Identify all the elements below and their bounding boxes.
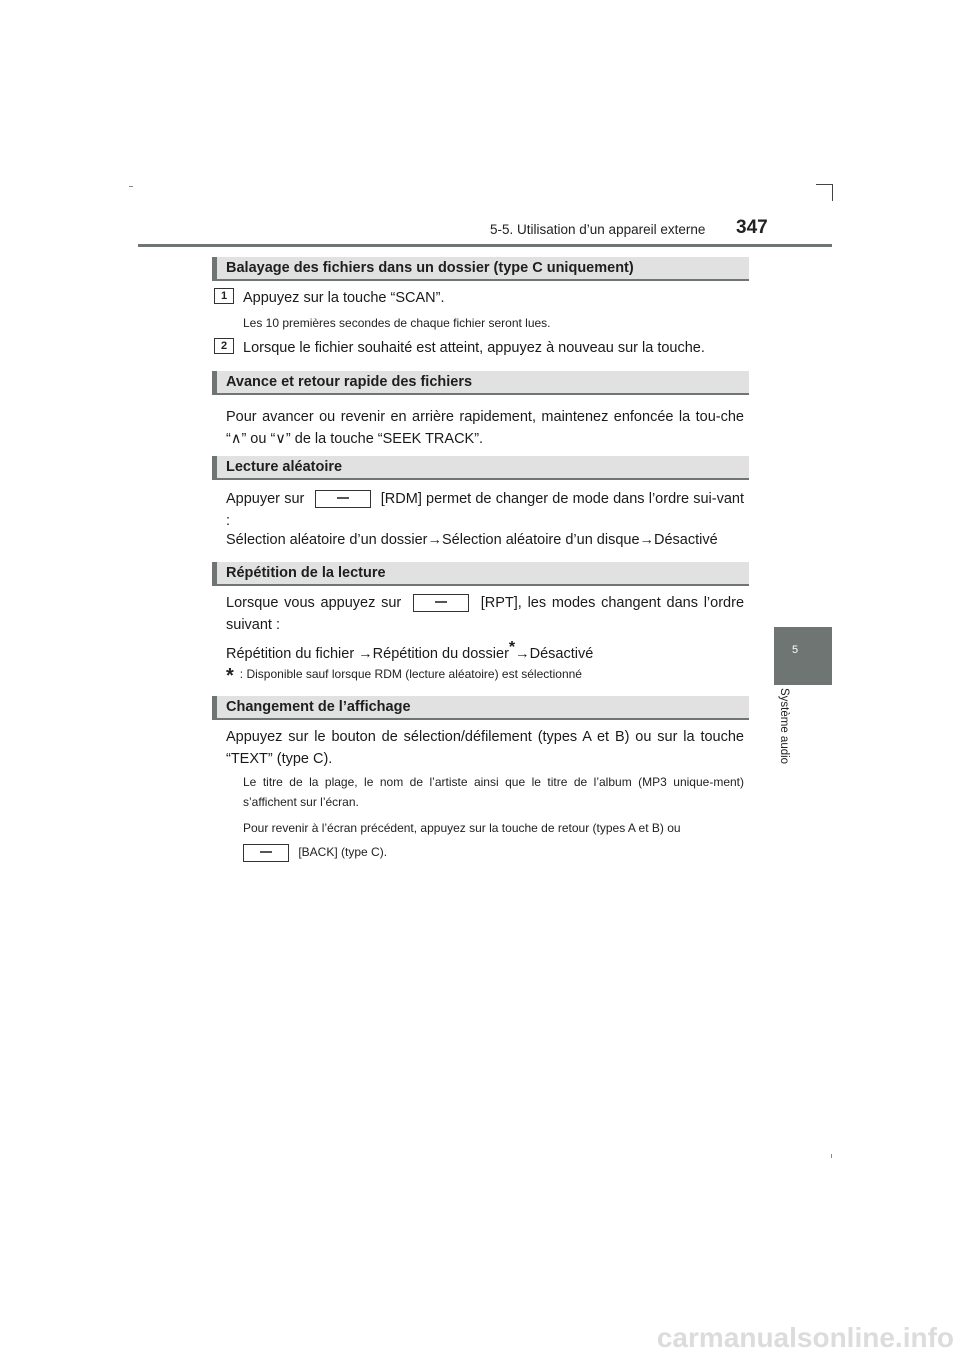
footnote-star: * <box>226 665 234 687</box>
rpt-button-icon <box>413 594 469 612</box>
section-heading-scan <box>212 257 749 281</box>
section-heading-fast <box>212 371 749 395</box>
section-heading-repeat <box>212 562 749 586</box>
chapter-tab <box>774 627 832 685</box>
chapter-label <box>770 688 800 778</box>
step-number-1: 1 <box>214 288 234 304</box>
crop-mark-top-left <box>129 186 133 187</box>
crop-mark-corner <box>816 184 833 201</box>
section-title: Avance et retour rapide des fichiers <box>226 374 473 390</box>
crop-mark-bottom-right <box>831 1154 832 1158</box>
random-text-a: Appuyer sur <box>226 491 305 507</box>
page-number: 347 <box>736 217 768 238</box>
section-title: Répétition de la lecture <box>226 565 386 581</box>
footnote-text: : Disponible sauf lorsque RDM (lecture aléatoire) est sélectionné <box>239 667 582 681</box>
rdm-button-icon <box>315 490 371 508</box>
display-note-1: Le titre de la plage, le nom de l’artiste ainsi que le titre de l’album (MP3 unique-ment) s’affichent sur l’écran. <box>243 775 744 809</box>
section-heading-random <box>212 456 749 480</box>
random-text-b: [RDM] permet de changer de mode dans l’ordre sui-vant : <box>226 491 744 529</box>
repeat-text-a: Lorsque vous appuyez sur <box>226 595 402 611</box>
random-sequence: Sélection aléatoire d’un dossier→Sélection aléatoire d’un disque→Désactivé <box>226 532 718 548</box>
display-note-2: Pour revenir à l’écran précédent, appuyez sur la touche de retour (types A et B) ou <box>243 821 681 835</box>
display-text: Appuyez sur le bouton de sélection/défilement (types A et B) ou sur la touche “TEXT” (type C). <box>226 729 744 767</box>
repeat-text <box>226 592 744 636</box>
running-header-section: 5-5. Utilisation d’un appareil externe <box>490 222 706 237</box>
step-number-2: 2 <box>214 338 234 354</box>
repeat-sequence-a: Répétition du fichier →Répétition du dossier <box>226 646 509 662</box>
chapter-label-text: Système audio <box>778 688 790 765</box>
section-title: Changement de l’affichage <box>226 699 411 715</box>
repeat-sequence-b: →Désactivé <box>515 646 594 662</box>
step-1-note: Les 10 premières secondes de chaque fichier seront lues. <box>243 316 551 330</box>
footnote-marker: * <box>508 639 516 656</box>
repeat-footnote <box>226 665 582 688</box>
back-button-icon <box>243 844 289 862</box>
fast-text: Pour avancer ou revenir en arrière rapidement, maintenez enfoncée la tou-che “∧” ou “∨” de la touche “SEEK TRACK”. <box>226 409 744 447</box>
section-heading-display <box>212 696 749 720</box>
section-title: Lecture aléatoire <box>226 459 343 475</box>
random-text <box>226 488 744 532</box>
display-note-3-text: [BACK] (type C). <box>298 845 388 859</box>
step-1-text: Appuyez sur la touche “SCAN”. <box>243 290 445 306</box>
display-note-3 <box>243 842 744 862</box>
section-title: Balayage des fichiers dans un dossier (type C uniquement) <box>226 260 634 276</box>
chapter-number: 5 <box>792 644 799 656</box>
step-2-text: Lorsque le fichier souhaité est atteint, appuyez à nouveau sur la touche. <box>243 340 705 356</box>
repeat-sequence <box>226 637 744 665</box>
watermark: carmanualsonline.info <box>656 1322 954 1353</box>
header-rule <box>138 244 832 247</box>
repeat-text-b: [RPT], les modes changent dans l’ordre suivant : <box>226 595 745 633</box>
